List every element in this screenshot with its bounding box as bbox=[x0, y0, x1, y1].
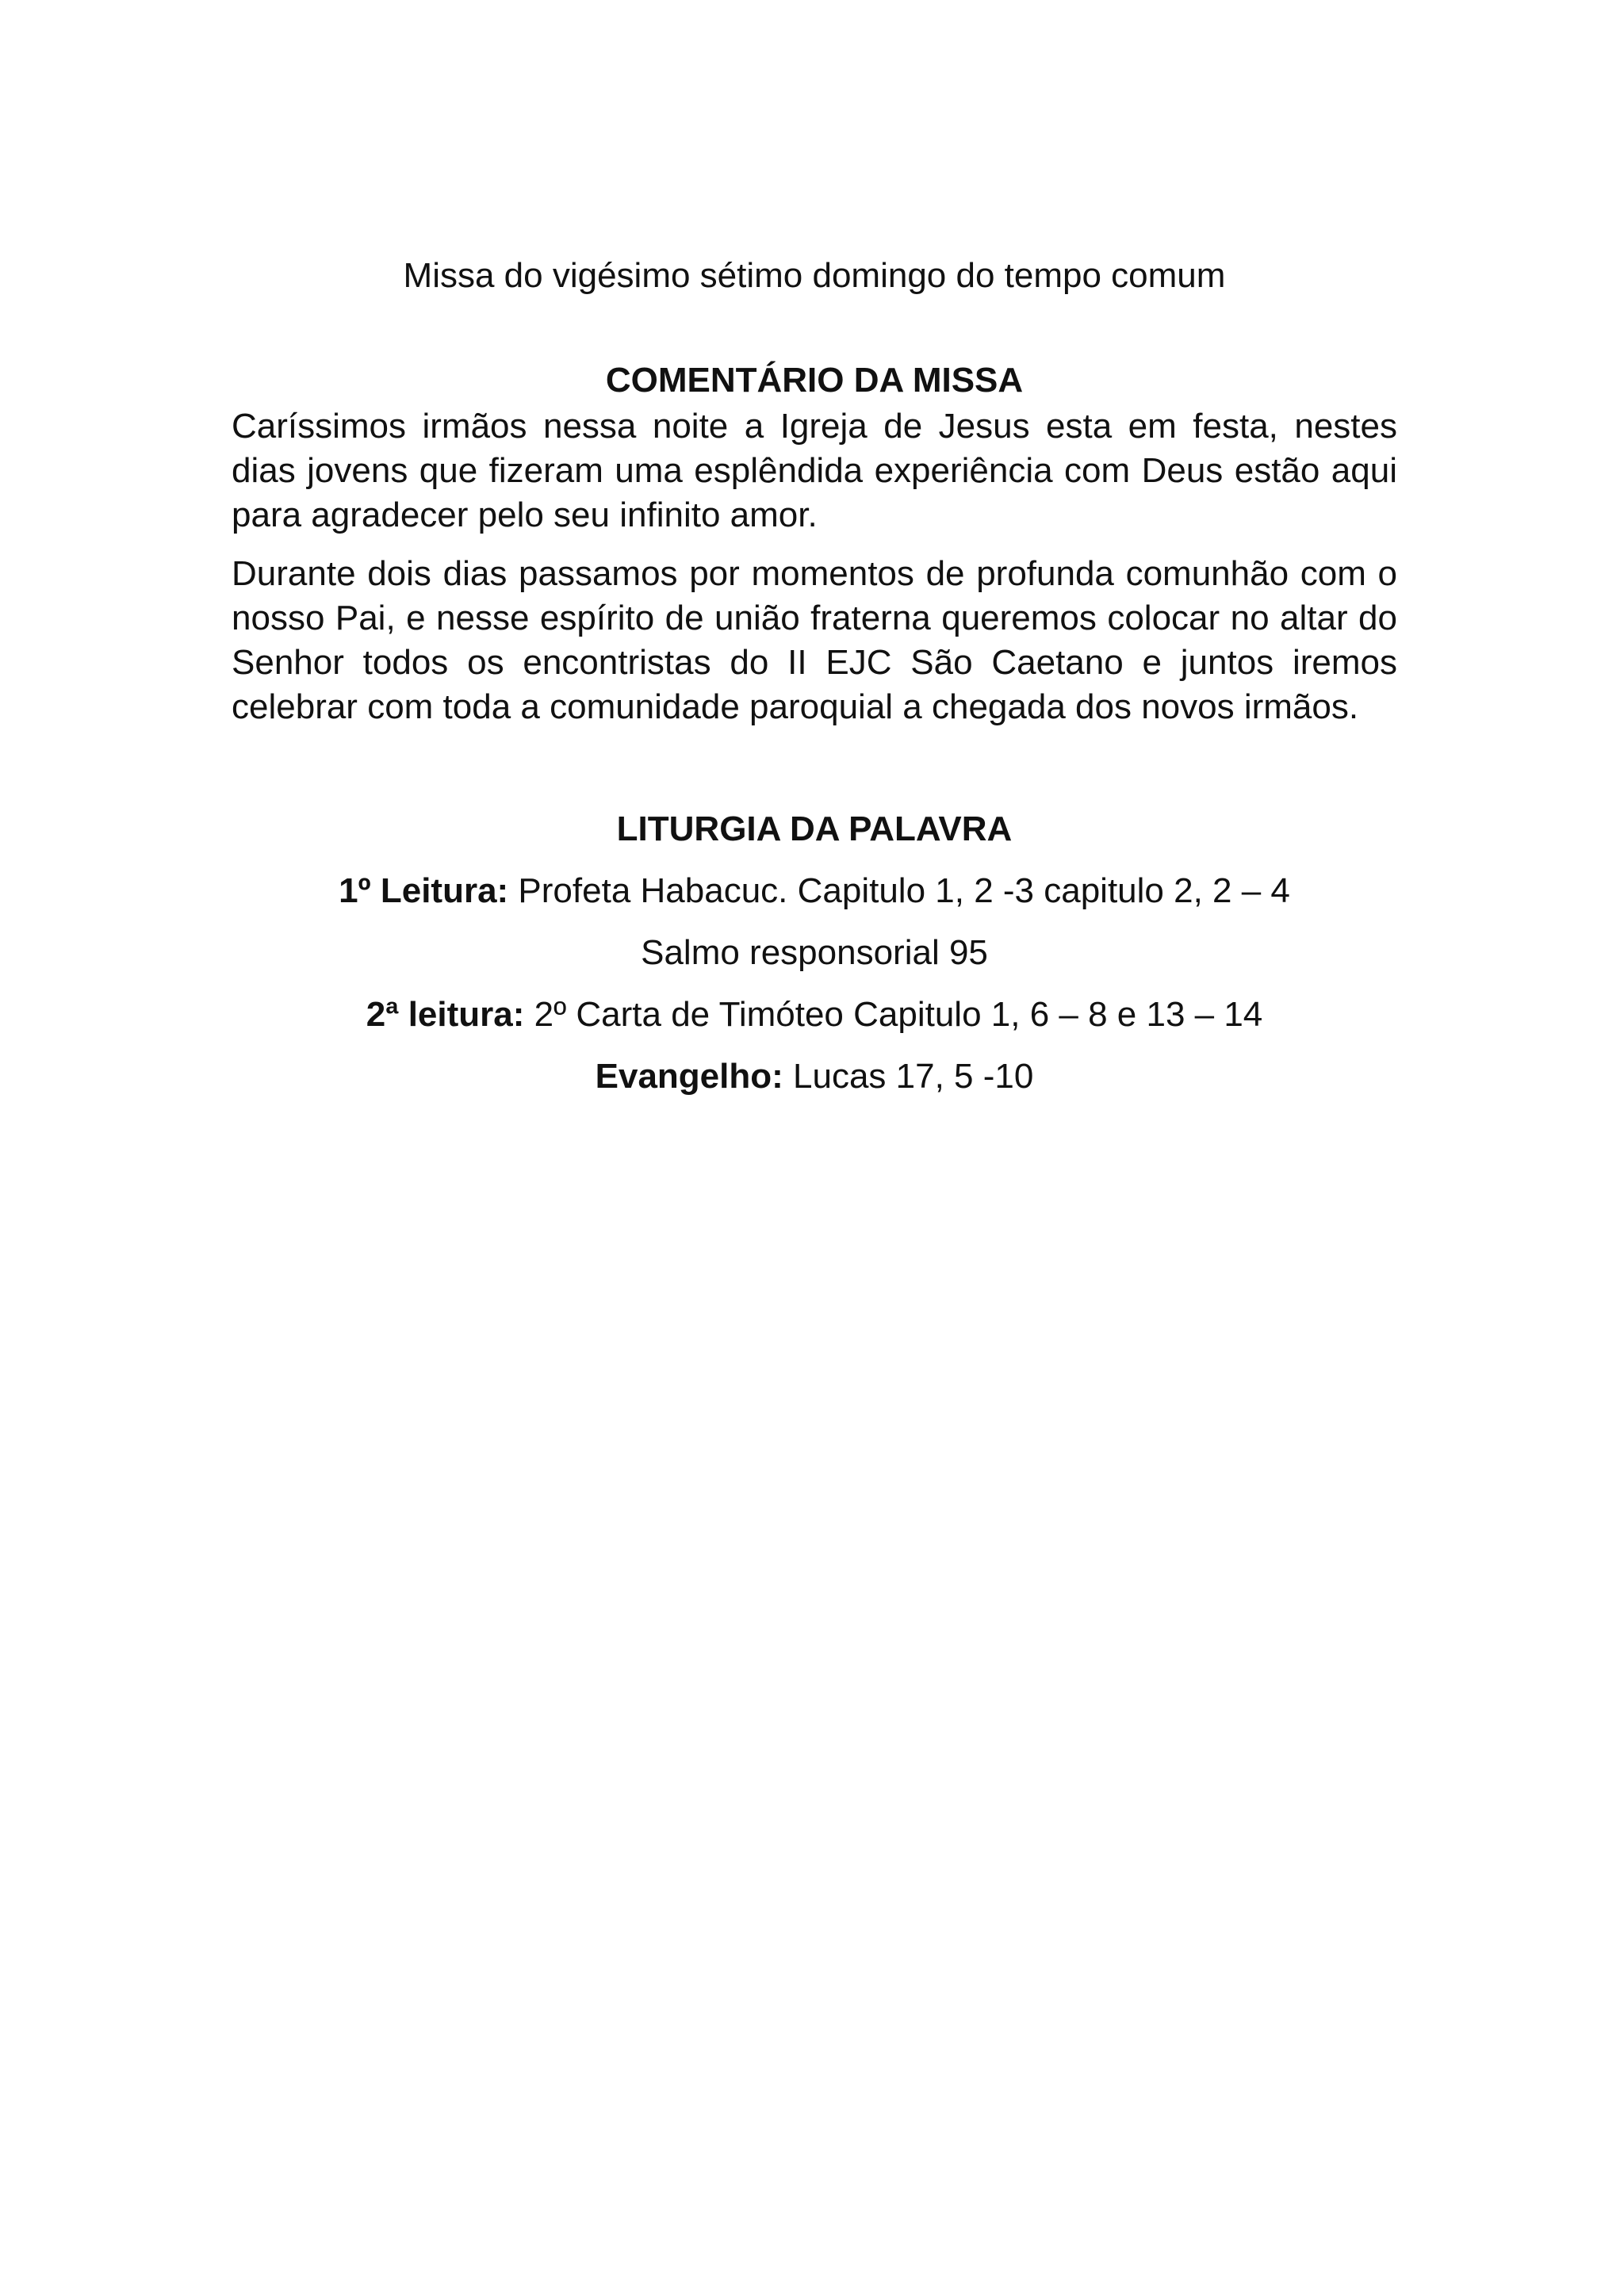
liturgy-heading: LITURGIA DA PALAVRA bbox=[616, 809, 1013, 848]
document-content bbox=[232, 252, 1397, 1100]
reading-text: 2º Carta de Timóteo Capitulo 1, 6 – 8 e 13 – 14 bbox=[524, 995, 1263, 1034]
comment-heading: COMENTÁRIO DA MISSA bbox=[605, 361, 1024, 400]
comment-paragraph: Caríssimos irmãos nessa noite a Igreja de Jesus esta em festa, nestes dias jovens que fizeram uma esplêndida experiência com Deus estão aqui para agradecer pelo seu infinito amor. bbox=[232, 407, 1397, 534]
reading-text: Salmo responsorial 95 bbox=[641, 933, 988, 972]
mass-subtitle: Missa do vigésimo sétimo domingo do tempo comum bbox=[403, 256, 1226, 295]
reading-psalm bbox=[232, 929, 1397, 977]
reading-text: Lucas 17, 5 -10 bbox=[783, 1057, 1034, 1096]
reading-text: Profeta Habacuc. Capitulo 1, 2 -3 capitulo 2, 2 – 4 bbox=[508, 871, 1290, 910]
comment-paragraph: Durante dois dias passamos por momentos de profunda comunhão com o nosso Pai, e nesse espírito de união fraterna queremos colocar no altar do Senhor todos os encontristas do II EJC São Caetano e juntos iremos celebrar com toda a comunidade paroquial a chegada dos novos irmãos. bbox=[232, 554, 1397, 726]
reading-gospel bbox=[232, 1053, 1397, 1100]
reading-label: 1º Leitura: bbox=[339, 871, 509, 910]
reading-label: Evangelho: bbox=[595, 1057, 783, 1096]
reading-label: 2ª leitura: bbox=[366, 995, 525, 1034]
reading-second bbox=[232, 991, 1397, 1039]
reading-first bbox=[232, 867, 1397, 915]
